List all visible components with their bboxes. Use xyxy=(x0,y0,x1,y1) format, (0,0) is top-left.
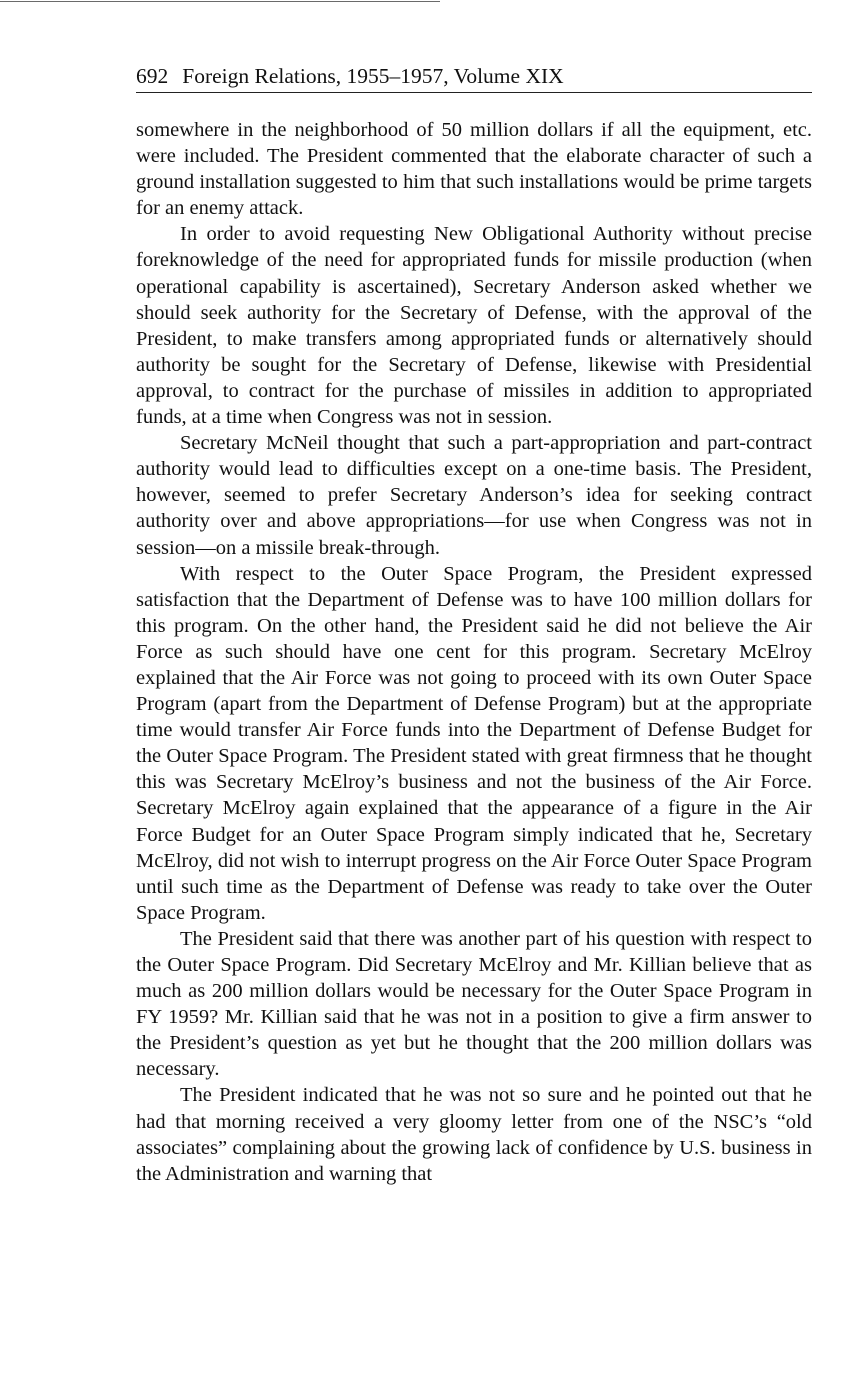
paragraph-outer-space-program: With respect to the Outer Space Program, the President expressed satisfaction that the Department of Defense was to have 100 million dollars for this program. On the other hand, the President said he did not believe the Air Force as such should have one cent for this program. Secretary McElroy explained that the Air Force was not going to proceed with its own Outer Space Program (apart from the Department of Defense Program) but at the appropriate time would transfer Air Force funds into the Department of Defense Budget for the Outer Space Program. The President stated with great firmness that he thought this was Secretary McElroy’s business and not the business of the Air Force. Secretary McElroy again explained that the appearance of a figure in the Air Force Budget for an Outer Space Program simply indicated that he, Secretary McElroy, did not wish to interrupt progress on the Air Force Outer Space Program until such time as the Department of Defense was ready to take over the Outer Space Program. xyxy=(136,562,812,924)
paragraph-anderson-authority: In order to avoid requesting New Obligational Authority without precise foreknowledge of the need for appropriated funds for missile production (when operational capability is ascertained), Secretary Anderson asked whether we should seek authority for the Secretary of Defense, with the approval of the President, to make transfers among appropriated funds or alternatively should authority be sought for the Secretary of Defense, likewise with Presidential approval, to contract for the purchase of missiles in addition to appropriated funds, at a time when Congress was not in session. xyxy=(136,223,812,429)
scan-edge-rule xyxy=(0,1,440,2)
paragraph-gloomy-letter: The President indicated that he was not so sure and he pointed out that he had that morning received a very gloomy letter from one of the NSC’s “old associates” complaining about the growing lack of confidence by U.S. business in the Administration and warning that xyxy=(136,1084,812,1185)
paragraph-president-question: The President said that there was another part of his question with respect to the Outer Space Program. Did Secretary McElroy and Mr. Killian believe that as much as 200 million dollars would be necessary for the Outer Space Program in FY 1959? Mr. Killian said that he was not in a position to give a firm answer to the President’s question as yet but he thought that the 200 million dollars was necessary. xyxy=(136,927,812,1081)
page-number: 692 xyxy=(136,64,169,88)
running-header xyxy=(136,62,812,93)
running-title: Foreign Relations, 1955–1957, Volume XIX xyxy=(182,64,564,88)
paragraph-mcneil-contract: Secretary McNeil thought that such a part-appropriation and part-contract authority would lead to difficulties except on a one-time basis. The President, however, seemed to prefer Secretary Anderson’s idea for seeking contract authority over and above appropriations—for use when Congress was not in session—on a missile break-through. xyxy=(136,432,812,559)
body-text xyxy=(136,117,812,1187)
paragraph-continued: somewhere in the neighborhood of 50 million dollars if all the equipment, etc. were included. The President commented that the elaborate character of such a ground installation suggested to him that such installations would be prime targets for an enemy attack. xyxy=(136,119,812,220)
document-page xyxy=(136,62,812,1187)
